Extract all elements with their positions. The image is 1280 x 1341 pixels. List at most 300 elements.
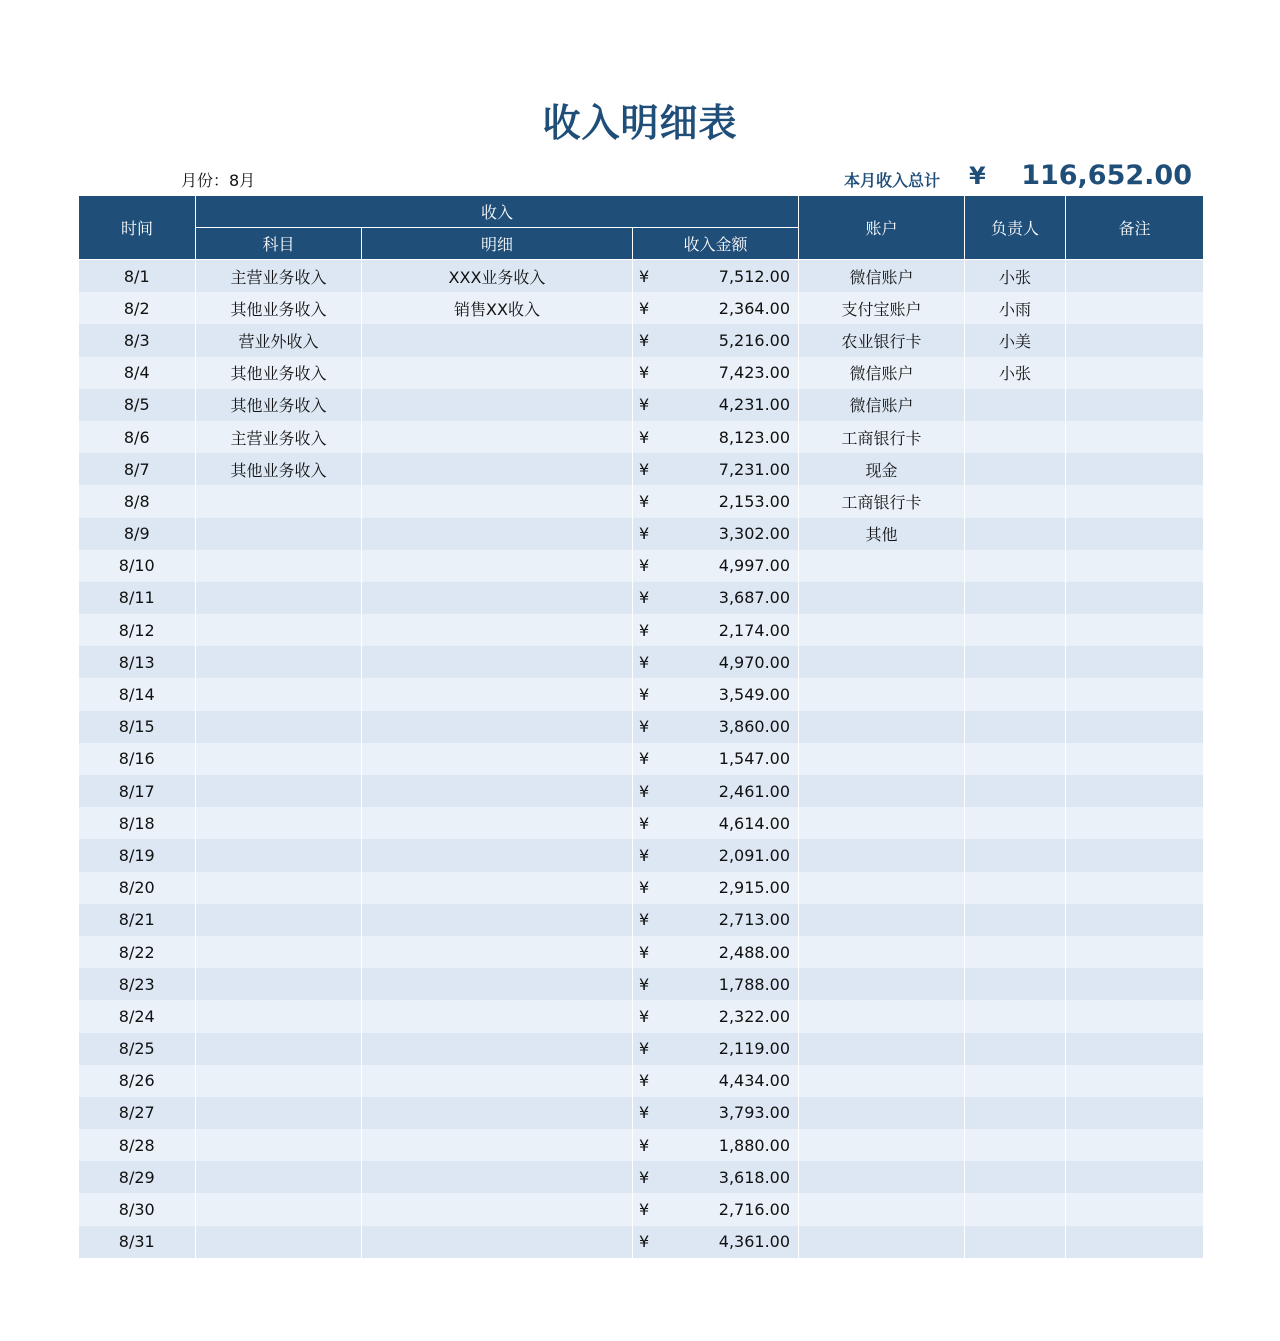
cell-subject[interactable] — [196, 678, 362, 710]
cell-account[interactable] — [799, 872, 965, 904]
cell-account[interactable] — [799, 1065, 965, 1097]
cell-detail[interactable] — [362, 807, 633, 839]
cell-note[interactable] — [1066, 453, 1204, 485]
table-row — [79, 292, 1204, 324]
cell-amount[interactable] — [633, 872, 799, 904]
cell-note[interactable] — [1066, 1000, 1204, 1032]
cell-account[interactable] — [799, 839, 965, 871]
amount-value: 1,788.00 — [718, 974, 791, 994]
cell-amount[interactable] — [633, 1000, 799, 1032]
cell-note[interactable] — [1066, 357, 1204, 389]
amount-value: 2,488.00 — [718, 942, 791, 962]
cell-note[interactable] — [1066, 582, 1204, 614]
amount-value: 3,302.00 — [718, 524, 791, 544]
cell-owner[interactable] — [965, 1097, 1066, 1129]
table-row — [79, 1226, 1204, 1258]
cell-account[interactable] — [799, 1193, 965, 1225]
cell-owner[interactable] — [965, 582, 1066, 614]
cell-subject[interactable] — [196, 775, 362, 807]
cell-detail[interactable] — [362, 1065, 633, 1097]
cell-subject[interactable] — [196, 1097, 362, 1129]
cell-owner[interactable] — [965, 968, 1066, 1000]
cell-owner[interactable] — [965, 421, 1066, 453]
cell-note[interactable] — [1066, 421, 1204, 453]
table-row — [79, 678, 1204, 710]
cell-time[interactable]: 8/1 — [79, 260, 196, 293]
cell-owner[interactable] — [965, 1065, 1066, 1097]
cell-time[interactable]: 8/3 — [79, 324, 196, 356]
cell-time[interactable]: 8/6 — [79, 421, 196, 453]
cell-account[interactable] — [799, 550, 965, 582]
cell-note[interactable] — [1066, 1129, 1204, 1161]
cell-note[interactable] — [1066, 1193, 1204, 1225]
currency-symbol: ¥ — [639, 298, 650, 318]
cell-subject[interactable] — [196, 550, 362, 582]
amount-value: 4,997.00 — [718, 556, 791, 576]
cell-note[interactable] — [1066, 1226, 1204, 1258]
cell-account[interactable] — [799, 743, 965, 775]
cell-detail[interactable] — [362, 1161, 633, 1193]
table-row — [79, 775, 1204, 807]
cell-account[interactable]: 其他 — [799, 518, 965, 550]
cell-subject[interactable] — [196, 1161, 362, 1193]
amount-value: 3,860.00 — [718, 717, 791, 737]
cell-detail[interactable] — [362, 1097, 633, 1129]
amount-value: 7,423.00 — [718, 363, 791, 383]
cell-amount[interactable] — [633, 936, 799, 968]
cell-account[interactable]: 微信账户 — [799, 260, 965, 293]
cell-time[interactable]: 8/9 — [79, 518, 196, 550]
currency-symbol: ¥ — [639, 620, 650, 640]
cell-account[interactable] — [799, 904, 965, 936]
table-body — [79, 260, 1204, 1258]
cell-account[interactable] — [799, 1226, 965, 1258]
cell-detail[interactable] — [362, 614, 633, 646]
amount-value: 2,119.00 — [718, 1039, 791, 1059]
currency-symbol: ¥ — [639, 363, 650, 383]
cell-amount[interactable] — [633, 646, 799, 678]
cell-amount[interactable] — [633, 324, 799, 356]
cell-note[interactable] — [1066, 936, 1204, 968]
amount-value: 2,153.00 — [718, 491, 791, 511]
cell-subject[interactable]: 营业外收入 — [196, 324, 362, 356]
cell-amount[interactable] — [633, 485, 799, 517]
cell-detail[interactable] — [362, 324, 633, 356]
table-row — [79, 839, 1204, 871]
cell-account[interactable] — [799, 582, 965, 614]
cell-account[interactable]: 微信账户 — [799, 389, 965, 421]
currency-symbol: ¥ — [639, 1006, 650, 1026]
cell-amount[interactable] — [633, 1161, 799, 1193]
cell-subject[interactable]: 主营业务收入 — [196, 260, 362, 293]
cell-account[interactable]: 微信账户 — [799, 357, 965, 389]
cell-amount[interactable] — [633, 1129, 799, 1161]
cell-subject[interactable] — [196, 1065, 362, 1097]
amount-value: 3,549.00 — [718, 685, 791, 705]
amount-value: 4,614.00 — [718, 813, 791, 833]
cell-amount[interactable] — [633, 292, 799, 324]
cell-note[interactable] — [1066, 646, 1204, 678]
cell-time[interactable]: 8/15 — [79, 711, 196, 743]
cell-subject[interactable] — [196, 904, 362, 936]
cell-amount[interactable] — [633, 839, 799, 871]
cell-amount[interactable] — [633, 260, 799, 293]
amount-value: 2,322.00 — [718, 1006, 791, 1026]
amount-value: 7,512.00 — [718, 266, 791, 286]
currency-symbol: ¥ — [639, 1071, 650, 1091]
cell-subject[interactable] — [196, 1033, 362, 1065]
cell-detail[interactable] — [362, 936, 633, 968]
table-row — [79, 357, 1204, 389]
cell-owner[interactable] — [965, 743, 1066, 775]
table-row — [79, 807, 1204, 839]
cell-detail[interactable] — [362, 968, 633, 1000]
amount-value: 2,716.00 — [718, 1200, 791, 1220]
cell-account[interactable] — [799, 646, 965, 678]
cell-owner[interactable] — [965, 807, 1066, 839]
table-row — [79, 936, 1204, 968]
cell-amount[interactable] — [633, 1033, 799, 1065]
currency-symbol: ¥ — [639, 749, 650, 769]
header-income: 收入 — [196, 196, 799, 228]
cell-time[interactable]: 8/24 — [79, 1000, 196, 1032]
header-detail: 明细 — [362, 228, 633, 260]
table-row — [79, 614, 1204, 646]
amount-value: 2,174.00 — [718, 620, 791, 640]
table-row — [79, 1065, 1204, 1097]
cell-amount[interactable] — [633, 904, 799, 936]
cell-subject[interactable] — [196, 485, 362, 517]
cell-time[interactable]: 8/18 — [79, 807, 196, 839]
cell-account[interactable]: 现金 — [799, 453, 965, 485]
cell-account[interactable]: 支付宝账户 — [799, 292, 965, 324]
cell-owner[interactable] — [965, 485, 1066, 517]
currency-symbol: ¥ — [639, 330, 650, 350]
cell-amount[interactable] — [633, 421, 799, 453]
cell-note[interactable] — [1066, 968, 1204, 1000]
cell-account[interactable] — [799, 1161, 965, 1193]
cell-amount[interactable] — [633, 389, 799, 421]
cell-amount[interactable] — [633, 678, 799, 710]
table-row — [79, 743, 1204, 775]
cell-detail[interactable] — [362, 453, 633, 485]
cell-time[interactable]: 8/28 — [79, 1129, 196, 1161]
cell-detail[interactable] — [362, 678, 633, 710]
cell-detail[interactable] — [362, 421, 633, 453]
currency-symbol: ¥ — [639, 781, 650, 801]
cell-time[interactable]: 8/27 — [79, 1097, 196, 1129]
cell-detail[interactable] — [362, 550, 633, 582]
cell-amount[interactable] — [633, 453, 799, 485]
cell-owner[interactable] — [965, 1161, 1066, 1193]
cell-subject[interactable] — [196, 1000, 362, 1032]
cell-owner[interactable] — [965, 775, 1066, 807]
cell-time[interactable]: 8/25 — [79, 1033, 196, 1065]
cell-time[interactable]: 8/16 — [79, 743, 196, 775]
cell-time[interactable]: 8/22 — [79, 936, 196, 968]
table-row — [79, 485, 1204, 517]
amount-value: 3,618.00 — [718, 1167, 791, 1187]
cell-note[interactable] — [1066, 904, 1204, 936]
cell-detail[interactable] — [362, 582, 633, 614]
amount-value: 3,793.00 — [718, 1103, 791, 1123]
currency-symbol: ¥ — [639, 878, 650, 898]
amount-value: 4,361.00 — [718, 1232, 791, 1252]
cell-detail[interactable]: 销售XX收入 — [362, 292, 633, 324]
cell-time[interactable]: 8/20 — [79, 872, 196, 904]
header-note: 备注 — [1066, 196, 1204, 260]
cell-detail[interactable]: XXX业务收入 — [362, 260, 633, 293]
cell-amount[interactable] — [633, 968, 799, 1000]
currency-symbol: ¥ — [639, 1167, 650, 1187]
cell-amount[interactable] — [633, 807, 799, 839]
cell-time[interactable]: 8/11 — [79, 582, 196, 614]
cell-account[interactable] — [799, 775, 965, 807]
amount-value: 1,547.00 — [718, 749, 791, 769]
header-owner: 负责人 — [965, 196, 1066, 260]
cell-owner[interactable] — [965, 389, 1066, 421]
cell-amount[interactable] — [633, 775, 799, 807]
cell-time[interactable]: 8/13 — [79, 646, 196, 678]
cell-owner[interactable]: 小美 — [965, 324, 1066, 356]
cell-note[interactable] — [1066, 550, 1204, 582]
table-row — [79, 968, 1204, 1000]
cell-owner[interactable]: 小雨 — [965, 292, 1066, 324]
cell-amount[interactable] — [633, 743, 799, 775]
cell-detail[interactable] — [362, 1193, 633, 1225]
currency-symbol: ¥ — [639, 910, 650, 930]
cell-note[interactable] — [1066, 1161, 1204, 1193]
cell-detail[interactable] — [362, 1129, 633, 1161]
cell-owner[interactable] — [965, 711, 1066, 743]
currency-symbol: ¥ — [639, 942, 650, 962]
cell-note[interactable] — [1066, 485, 1204, 517]
currency-symbol: ¥ — [639, 652, 650, 672]
cell-time[interactable]: 8/5 — [79, 389, 196, 421]
cell-owner[interactable] — [965, 1226, 1066, 1258]
cell-amount[interactable] — [633, 711, 799, 743]
currency-symbol: ¥ — [639, 427, 650, 447]
cell-detail[interactable] — [362, 904, 633, 936]
cell-note[interactable] — [1066, 324, 1204, 356]
cell-time[interactable]: 8/29 — [79, 1161, 196, 1193]
cell-time[interactable]: 8/17 — [79, 775, 196, 807]
cell-time[interactable]: 8/7 — [79, 453, 196, 485]
currency-symbol: ¥ — [639, 588, 650, 608]
cell-time[interactable]: 8/23 — [79, 968, 196, 1000]
cell-subject[interactable]: 其他业务收入 — [196, 453, 362, 485]
cell-detail[interactable] — [362, 872, 633, 904]
cell-owner[interactable]: 小张 — [965, 357, 1066, 389]
cell-amount[interactable] — [633, 357, 799, 389]
cell-subject[interactable]: 其他业务收入 — [196, 357, 362, 389]
cell-amount[interactable] — [633, 614, 799, 646]
cell-subject[interactable] — [196, 807, 362, 839]
cell-owner[interactable] — [965, 1033, 1066, 1065]
cell-subject[interactable] — [196, 518, 362, 550]
cell-subject[interactable] — [196, 1129, 362, 1161]
cell-note[interactable] — [1066, 839, 1204, 871]
cell-detail[interactable] — [362, 1033, 633, 1065]
cell-subject[interactable] — [196, 711, 362, 743]
cell-owner[interactable] — [965, 550, 1066, 582]
cell-amount[interactable] — [633, 550, 799, 582]
cell-account[interactable] — [799, 968, 965, 1000]
table-row — [79, 582, 1204, 614]
amount-value: 2,364.00 — [718, 298, 791, 318]
cell-subject[interactable] — [196, 614, 362, 646]
currency-symbol: ¥ — [639, 845, 650, 865]
cell-subject[interactable] — [196, 839, 362, 871]
cell-time[interactable]: 8/14 — [79, 678, 196, 710]
cell-account[interactable] — [799, 614, 965, 646]
cell-note[interactable] — [1066, 1097, 1204, 1129]
cell-note[interactable] — [1066, 872, 1204, 904]
cell-owner[interactable] — [965, 872, 1066, 904]
cell-subject[interactable] — [196, 646, 362, 678]
cell-note[interactable] — [1066, 807, 1204, 839]
cell-subject[interactable] — [196, 968, 362, 1000]
cell-time[interactable]: 8/8 — [79, 485, 196, 517]
cell-detail[interactable] — [362, 711, 633, 743]
cell-time[interactable]: 8/4 — [79, 357, 196, 389]
table-row — [79, 1129, 1204, 1161]
cell-owner[interactable] — [965, 1129, 1066, 1161]
amount-value: 4,231.00 — [718, 395, 791, 415]
cell-account[interactable] — [799, 1033, 965, 1065]
cell-detail[interactable] — [362, 1226, 633, 1258]
cell-owner[interactable] — [965, 839, 1066, 871]
cell-account[interactable]: 工商银行卡 — [799, 485, 965, 517]
currency-symbol: ¥ — [639, 556, 650, 576]
table-row — [79, 872, 1204, 904]
cell-amount[interactable] — [633, 518, 799, 550]
table-row — [79, 1193, 1204, 1225]
currency-symbol: ¥ — [639, 1103, 650, 1123]
cell-detail[interactable] — [362, 775, 633, 807]
cell-note[interactable] — [1066, 292, 1204, 324]
cell-subject[interactable]: 其他业务收入 — [196, 389, 362, 421]
cell-note[interactable] — [1066, 711, 1204, 743]
cell-note[interactable] — [1066, 775, 1204, 807]
cell-account[interactable]: 工商银行卡 — [799, 421, 965, 453]
cell-time[interactable]: 8/26 — [79, 1065, 196, 1097]
cell-note[interactable] — [1066, 614, 1204, 646]
cell-detail[interactable] — [362, 389, 633, 421]
table-row — [79, 711, 1204, 743]
cell-owner[interactable] — [965, 678, 1066, 710]
currency-symbol: ¥ — [639, 491, 650, 511]
table-row — [79, 550, 1204, 582]
cell-owner[interactable] — [965, 614, 1066, 646]
cell-note[interactable] — [1066, 389, 1204, 421]
cell-time[interactable]: 8/10 — [79, 550, 196, 582]
cell-account[interactable] — [799, 1097, 965, 1129]
cell-detail[interactable] — [362, 518, 633, 550]
cell-owner[interactable] — [965, 936, 1066, 968]
table-row — [79, 1097, 1204, 1129]
cell-amount[interactable] — [633, 1097, 799, 1129]
cell-subject[interactable] — [196, 582, 362, 614]
cell-subject[interactable]: 其他业务收入 — [196, 292, 362, 324]
cell-time[interactable]: 8/30 — [79, 1193, 196, 1225]
cell-account[interactable] — [799, 678, 965, 710]
cell-owner[interactable] — [965, 904, 1066, 936]
cell-account[interactable] — [799, 1129, 965, 1161]
cell-time[interactable]: 8/2 — [79, 292, 196, 324]
cell-detail[interactable] — [362, 839, 633, 871]
cell-time[interactable]: 8/12 — [79, 614, 196, 646]
cell-subject[interactable] — [196, 1226, 362, 1258]
table-row — [79, 904, 1204, 936]
cell-note[interactable] — [1066, 1065, 1204, 1097]
cell-account[interactable] — [799, 807, 965, 839]
cell-time[interactable]: 8/31 — [79, 1226, 196, 1258]
cell-account[interactable] — [799, 936, 965, 968]
header-amount: 收入金额 — [633, 228, 799, 260]
cell-note[interactable] — [1066, 260, 1204, 293]
cell-owner[interactable] — [965, 453, 1066, 485]
cell-account[interactable]: 农业银行卡 — [799, 324, 965, 356]
cell-amount[interactable] — [633, 1065, 799, 1097]
amount-value: 5,216.00 — [718, 330, 791, 350]
total-value: 116,652.00 — [1021, 160, 1192, 191]
currency-symbol: ¥ — [639, 813, 650, 833]
cell-owner[interactable] — [965, 518, 1066, 550]
cell-subject[interactable]: 主营业务收入 — [196, 421, 362, 453]
cell-account[interactable] — [799, 711, 965, 743]
cell-amount[interactable] — [633, 1193, 799, 1225]
total-currency: ¥ — [969, 162, 986, 190]
amount-value: 1,880.00 — [718, 1135, 791, 1155]
currency-symbol: ¥ — [639, 1200, 650, 1220]
currency-symbol: ¥ — [639, 1039, 650, 1059]
cell-amount[interactable] — [633, 1226, 799, 1258]
cell-time[interactable]: 8/19 — [79, 839, 196, 871]
cell-note[interactable] — [1066, 743, 1204, 775]
cell-detail[interactable] — [362, 1000, 633, 1032]
table-row — [79, 646, 1204, 678]
cell-note[interactable] — [1066, 518, 1204, 550]
cell-detail[interactable] — [362, 485, 633, 517]
currency-symbol: ¥ — [639, 685, 650, 705]
cell-subject[interactable] — [196, 936, 362, 968]
cell-owner[interactable] — [965, 1193, 1066, 1225]
currency-symbol: ¥ — [639, 395, 650, 415]
cell-detail[interactable] — [362, 357, 633, 389]
amount-value: 4,434.00 — [718, 1071, 791, 1091]
amount-value: 7,231.00 — [718, 459, 791, 479]
amount-value: 3,687.00 — [718, 588, 791, 608]
cell-owner[interactable] — [965, 1000, 1066, 1032]
cell-subject[interactable] — [196, 743, 362, 775]
cell-detail[interactable] — [362, 646, 633, 678]
cell-detail[interactable] — [362, 743, 633, 775]
amount-value: 2,461.00 — [718, 781, 791, 801]
cell-note[interactable] — [1066, 678, 1204, 710]
cell-subject[interactable] — [196, 1193, 362, 1225]
cell-owner[interactable] — [965, 646, 1066, 678]
header-time: 时间 — [79, 196, 196, 260]
amount-value: 2,713.00 — [718, 910, 791, 930]
cell-subject[interactable] — [196, 872, 362, 904]
cell-note[interactable] — [1066, 1033, 1204, 1065]
currency-symbol: ¥ — [639, 1232, 650, 1252]
cell-owner[interactable]: 小张 — [965, 260, 1066, 293]
cell-amount[interactable] — [633, 582, 799, 614]
cell-account[interactable] — [799, 1000, 965, 1032]
cell-time[interactable]: 8/21 — [79, 904, 196, 936]
